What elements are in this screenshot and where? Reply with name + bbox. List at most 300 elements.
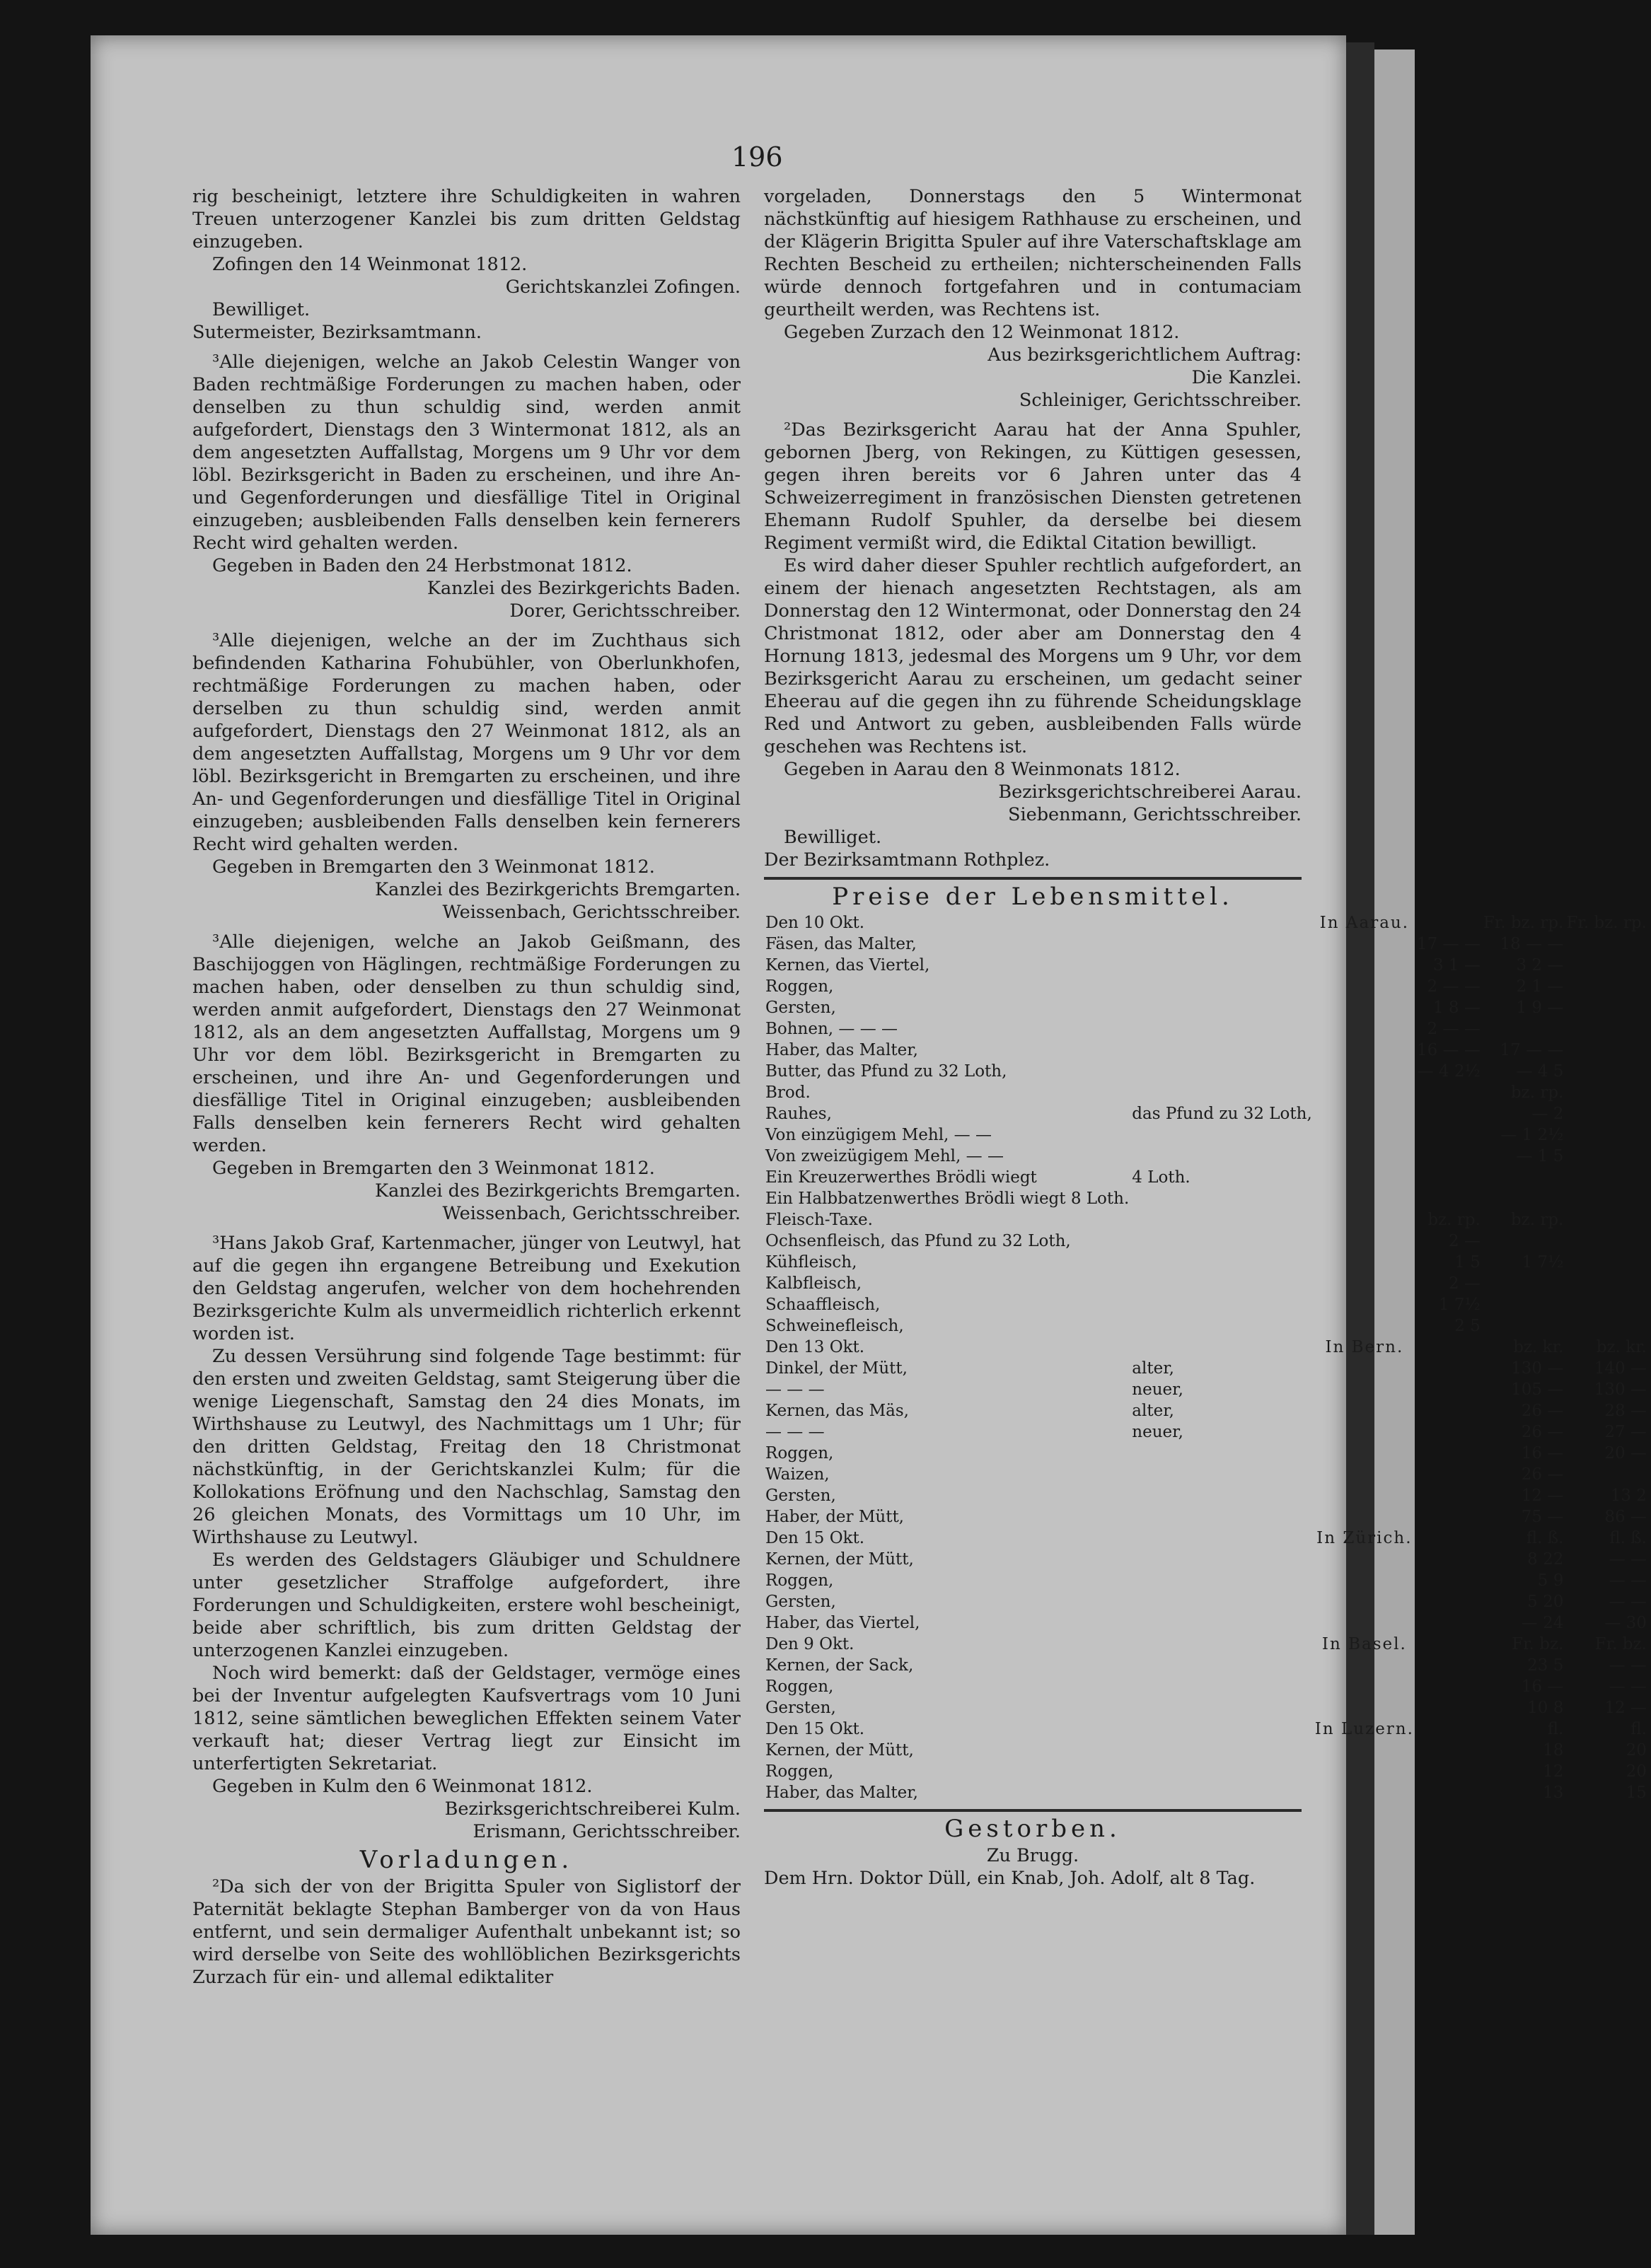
price-cell: 26 — <box>1521 1402 1564 1420</box>
price-table-row <box>764 1273 1651 1294</box>
notice-text: Es werden des Geldstagers Gläubiger und Schuldnere unter gesetzlicher Straffolge aufgefordert, ihre Forderungen und Schuldigkeiten, erstere wohl bescheinigt, beide aber schriftlich, bis zum dritten Geldstag der unterzogenen Kanzlei einzugeben. <box>192 1549 741 1661</box>
notice-signature: Aus bezirksgerichtlichem Auftrag: <box>987 344 1302 366</box>
price-cell: 18 — — <box>1500 935 1564 953</box>
price-table-row <box>764 1676 1651 1697</box>
price-cell <box>1415 1528 1482 1549</box>
price-cell: 2 — <box>1448 1274 1481 1293</box>
price-cell: bz. rp. <box>1427 1211 1481 1229</box>
price-table-row <box>764 1591 1651 1612</box>
price-cell <box>1415 1719 1482 1740</box>
price-cell <box>1565 1082 1648 1103</box>
notice-signature: Kanzlei des Bezirkgerichts Bremgarten. <box>375 1180 741 1202</box>
price-cell <box>1565 1061 1648 1082</box>
price-cell: — 30 <box>1604 1614 1647 1632</box>
price-cell: 17 — — <box>1416 935 1481 953</box>
price-cell <box>1130 1146 1314 1167</box>
price-cell: Haber, das Viertel, <box>765 1614 920 1632</box>
price-cell: Gersten, <box>765 1593 836 1611</box>
price-cell: 13 <box>1543 1784 1564 1802</box>
price-cell: alter, <box>1132 1402 1174 1420</box>
price-table-row <box>764 1231 1651 1252</box>
approval: Bewilliget. <box>784 827 882 848</box>
price-cell: 5 9 <box>1537 1571 1564 1590</box>
price-cell <box>1130 1549 1314 1570</box>
price-cell: 16 — <box>1521 1444 1564 1462</box>
death-place: Zu Brugg. <box>986 1845 1079 1866</box>
price-cell <box>1415 1379 1482 1400</box>
price-table-header-row <box>764 1634 1651 1655</box>
price-cell: 12 <box>1543 1762 1564 1781</box>
price-cell <box>1314 1676 1415 1697</box>
price-cell: bz. rp. <box>1510 1211 1564 1229</box>
price-cell <box>1415 1464 1482 1485</box>
price-cell <box>1130 1634 1314 1655</box>
price-cell <box>1314 1443 1415 1464</box>
price-cell <box>1314 1782 1415 1803</box>
price-cell: neuer, <box>1132 1423 1183 1441</box>
price-cell <box>1482 1315 1565 1337</box>
price-cell: Gersten, <box>765 1699 836 1717</box>
price-cell: 3 2 — <box>1516 956 1564 975</box>
price-cell <box>1314 1485 1415 1506</box>
price-cell <box>1415 1506 1482 1528</box>
price-cell <box>1314 955 1415 976</box>
price-cell <box>1314 1231 1415 1252</box>
price-cell: Waizen, <box>765 1465 830 1484</box>
price-cell <box>1565 997 1648 1018</box>
price-cell: Den 10 Okt. <box>765 914 865 932</box>
price-cell <box>1130 1570 1314 1591</box>
notice-text: ³Hans Jakob Graf, Kartenmacher, jünger von Leutwyl, hat auf die gegen ihn ergangene Betreibung und Exekution den Geldstag angerufen, welcher von dem hochehrenden Bezirksgerichte Kulm als unvermeidlich richterlich erkennt worden ist. <box>192 1233 741 1344</box>
price-cell <box>1415 1485 1482 1506</box>
price-cell: — — — <box>765 1380 825 1399</box>
price-cell <box>1415 1337 1482 1358</box>
price-cell <box>1130 912 1314 934</box>
left-column <box>192 185 741 1989</box>
notice-text: ²Da sich der von der Brigitta Spuler von Siglistorf der Paternität beklagte Stephan Bamberger von da von Haus entfernt, und sein dermaliger Aufenthalt unbekannt ist; so wird derselbe von Seite des wohllöblichen Bezirksgerichts Zurzach für ein- und allemal ediktaliter <box>192 1876 741 1988</box>
price-cell <box>1130 1485 1314 1506</box>
price-cell: 130 — <box>1594 1380 1647 1399</box>
price-cell <box>1415 1400 1482 1421</box>
notice-signature: Weissenbach, Gerichtsschreiber. <box>442 902 741 923</box>
price-table-row <box>764 934 1651 955</box>
price-cell: Fr. bz. rp. <box>1483 914 1564 932</box>
price-cell <box>1482 1273 1565 1294</box>
price-cell: 2 — — <box>1427 977 1481 996</box>
price-table-header-row <box>764 912 1651 934</box>
price-table-row <box>764 997 1651 1018</box>
price-table-header-row <box>764 1337 1651 1358</box>
price-cell <box>1130 1273 1314 1294</box>
price-cell: — 1 5 <box>1516 1147 1564 1165</box>
price-cell: 16 — — <box>1416 1041 1481 1059</box>
price-cell: 12 — <box>1604 1699 1647 1717</box>
notice-text: ³Alle diejenigen, welche an Jakob Geißmann, des Baschijoggen von Häglingen, rechtmäßige Forderungen zu machen haben, oder denselben zu thun schuldig sind, werden anmit aufgefordert, Dienstags den 27 Weinmonat 1812, als an dem angesetzten Auffallstag, Morgens um 9 Uhr vor dem löbl. Bezirksgericht in Bremgarten zu erscheinen, und ihre An- und Gegenforderungen und diesfällige Titel in Original einzugeben; ausbleibenden Falls denselben kein fernerers Recht wird gehalten werden. <box>192 931 741 1156</box>
price-table-row <box>764 1697 1651 1719</box>
price-cell <box>1314 1358 1415 1379</box>
price-cell <box>1130 955 1314 976</box>
price-cell <box>1314 1400 1415 1421</box>
price-table-row <box>764 1443 1651 1464</box>
price-cell <box>1565 934 1648 955</box>
price-cell <box>1130 1612 1314 1634</box>
price-cell: Roggen, <box>765 977 834 996</box>
price-cell <box>1314 1655 1415 1676</box>
price-cell <box>1648 1464 1651 1485</box>
price-cell: 17 — — <box>1500 1041 1564 1059</box>
notice-text: Es wird daher dieser Spuhler rechtlich aufgefordert, an einem der hienach angesetzten Rechtstagen, als am Donnerstag den 12 Wintermonat, oder Donnerstag den 24 Christmonat 1812, oder aber am Donnerstag den 4 Hornung 1813, jedesmal des Morgens um 9 Uhr, vor dem Bezirksgericht Aarau zu erscheinen, um gedacht seiner Eheerau auf die gegen ihn zu führende Scheidungsklage Red und Antwort zu geben, ausbleibenden Falls würde geschehen was Rechtens ist. <box>764 555 1302 757</box>
price-cell <box>1482 1167 1565 1188</box>
price-table-row <box>764 1188 1651 1209</box>
price-cell: 1 8 — <box>1432 999 1481 1017</box>
death-notice: Dem Hrn. Doktor Düll, ein Knab, Joh. Adolf, alt 8 Tag. <box>764 1868 1256 1889</box>
price-cell <box>1314 1146 1415 1167</box>
price-cell <box>1130 1591 1314 1612</box>
price-cell: Schaaffleisch, <box>765 1296 881 1314</box>
price-cell: Kernen, der Sack, <box>765 1656 914 1675</box>
price-cell: Den 13 Okt. <box>765 1338 865 1356</box>
price-cell: Bohnen, — — — <box>765 1020 898 1038</box>
price-cell: — 1 2½ <box>1500 1126 1564 1144</box>
price-cell <box>1314 1761 1415 1782</box>
notice-text: rig bescheinigt, letztere ihre Schuldigkeiten in wahren Treuen unterzogener Kanzlei bis zum dritten Geldstag einzugeben. <box>192 186 741 252</box>
price-cell <box>1314 1464 1415 1485</box>
notice-signature: Dorer, Gerichtsschreiber. <box>509 600 741 622</box>
price-cell: fl. ß. <box>1526 1529 1564 1547</box>
price-cell <box>1565 955 1648 976</box>
price-cell <box>1565 1146 1648 1167</box>
price-cell <box>1415 1740 1482 1761</box>
price-cell: 27 — <box>1604 1423 1647 1441</box>
price-cell <box>1415 1421 1482 1443</box>
price-table-header-row <box>764 1528 1651 1549</box>
price-cell <box>1130 1782 1314 1803</box>
price-cell: — — <box>1609 1677 1647 1696</box>
price-cell <box>1565 1124 1648 1146</box>
price-cell <box>1314 1570 1415 1591</box>
price-cell <box>1565 1209 1648 1231</box>
price-cell <box>1482 1188 1565 1209</box>
price-cell: Von einzügigem Mehl, — — <box>765 1126 992 1144</box>
price-table-row <box>764 1506 1651 1528</box>
price-cell: Kühfleisch, <box>765 1253 857 1272</box>
price-cell: 86 — <box>1604 1508 1647 1526</box>
price-cell: In Bern. <box>1325 1338 1404 1356</box>
notice-text: vorgeladen, Donnerstags den 5 Wintermonat nächstkünftig auf hiesigem Rathhause zu erscheinen, und der Klägerin Brigitta Spuler auf ihre Vaterschaftsklage am Rechten Bescheid zu ertheilen; nichterscheinenden Falls würde dennoch fortgefahren und in contumaciam geurtheilt werden, was Rechtens ist. <box>764 186 1302 320</box>
notice-signature: Kanzlei des Bezirkgerichts Bremgarten. <box>375 879 741 900</box>
notice-signature: Weissenbach, Gerichtsschreiber. <box>442 1203 741 1224</box>
price-cell: 13 2 <box>1610 1487 1647 1505</box>
price-cell <box>1314 1209 1415 1231</box>
price-cell: In Basel. <box>1321 1635 1407 1653</box>
price-table-row <box>764 955 1651 976</box>
price-cell <box>1314 1103 1415 1124</box>
notice-signature: Siebenmann, Gerichtsschreiber. <box>1008 804 1302 825</box>
price-table-header-row <box>764 1209 1651 1231</box>
price-cell: 8 22 <box>1527 1550 1564 1569</box>
price-cell <box>1130 1443 1314 1464</box>
price-cell <box>1415 1697 1482 1719</box>
price-cell <box>1415 1634 1482 1655</box>
price-table-row <box>764 1400 1651 1421</box>
price-cell <box>1415 1082 1482 1103</box>
notice-date: Gegeben Zurzach den 12 Weinmonat 1812. <box>784 322 1180 343</box>
price-table-row <box>764 1124 1651 1146</box>
price-cell: Gersten, <box>765 999 836 1017</box>
price-cell: fl. ß. <box>1609 1529 1647 1547</box>
price-cell: Kernen, der Mütt, <box>765 1550 914 1569</box>
price-cell <box>1130 1061 1314 1082</box>
price-cell <box>1415 1570 1482 1591</box>
price-cell: 4 Loth. <box>1132 1168 1191 1187</box>
price-cell: — — <box>1609 1593 1647 1611</box>
price-cell <box>1482 1294 1565 1315</box>
price-cell <box>1565 1018 1648 1040</box>
price-table-row <box>764 1018 1651 1040</box>
price-table-row <box>764 1421 1651 1443</box>
price-cell <box>1415 1188 1482 1209</box>
price-cell: Den 15 Okt. <box>765 1720 865 1738</box>
price-cell: das Pfund zu 32 Loth, <box>1132 1105 1312 1123</box>
price-cell <box>1565 1294 1648 1315</box>
price-cell: 20 <box>1626 1762 1647 1781</box>
price-cell: Roggen, <box>765 1677 834 1696</box>
price-cell <box>1415 1443 1482 1464</box>
price-table-row <box>764 1040 1651 1061</box>
price-cell <box>1415 1612 1482 1634</box>
price-cell: Roggen, <box>765 1762 834 1781</box>
price-cell <box>1314 1188 1415 1209</box>
price-cell <box>1415 1676 1482 1697</box>
price-cell: Rauhes, <box>765 1105 832 1123</box>
price-cell: — — <box>1609 1656 1647 1675</box>
notice-text: ³Alle diejenigen, welche an Jakob Celestin Wanger von Baden rechtmäßige Forderungen zu machen haben, oder denselben zu thun schuldig sind, werden anmit aufgefordert, Dienstags den 3 Wintermonat 1812, als an dem angesetzten Auffallstag, Morgens um 9 Uhr vor dem löbl. Bezirksgericht in Baden zu erscheinen, und ihre An- und Gegenforderungen und diesfällige Titel in Original einzugeben; ausbleibenden Falls denselben kein fernerers Recht wird gehalten werden. <box>192 351 741 554</box>
price-cell <box>1314 1273 1415 1294</box>
price-cell <box>1130 1209 1314 1231</box>
price-cell <box>1482 1231 1565 1252</box>
price-cell <box>1565 1273 1648 1294</box>
price-table-header-row <box>764 1719 1651 1740</box>
price-cell <box>1130 1018 1314 1040</box>
price-cell <box>1130 1315 1314 1337</box>
price-cell <box>1415 1549 1482 1570</box>
price-cell: — 2 <box>1531 1105 1564 1123</box>
price-cell: Fleisch-Taxe. <box>765 1211 873 1229</box>
price-table-row <box>764 1379 1651 1400</box>
notice-signature: Kanzlei des Bezirkgerichts Baden. <box>427 578 741 599</box>
price-cell <box>1130 1655 1314 1676</box>
price-cell <box>1565 1315 1648 1337</box>
notice-signature: Schleiniger, Gerichtsschreiber. <box>1019 390 1302 411</box>
price-cell: Dinkel, der Mütt, <box>765 1359 908 1378</box>
price-table-row <box>764 1146 1651 1167</box>
price-cell: 140 — <box>1594 1359 1647 1378</box>
price-cell: 1 7½ <box>1438 1296 1481 1314</box>
price-table <box>764 912 1651 1803</box>
price-cell: Kernen, das Mäs, <box>765 1402 909 1420</box>
approval: Bewilliget. <box>212 299 311 320</box>
price-cell <box>1130 976 1314 997</box>
price-cell <box>1314 997 1415 1018</box>
price-cell <box>1130 1464 1314 1485</box>
price-cell <box>1415 1591 1482 1612</box>
notice-date: Zofingen den 14 Weinmonat 1812. <box>212 254 528 275</box>
right-column <box>764 185 1647 1890</box>
price-cell <box>1314 1612 1415 1634</box>
price-cell: Haber, der Mütt, <box>765 1508 904 1526</box>
price-cell <box>1314 1018 1415 1040</box>
price-cell: Butter, das Pfund zu 32 Loth, <box>765 1062 1007 1081</box>
price-cell: Kalbfleisch, <box>765 1274 862 1293</box>
price-cell: 105 — <box>1511 1380 1564 1399</box>
notice-signature: Die Kanzlei. <box>1191 367 1302 388</box>
price-cell: — — <box>1609 1571 1647 1590</box>
price-table-row <box>764 1103 1651 1124</box>
price-cell <box>1565 1167 1648 1188</box>
price-table-row <box>764 1061 1651 1082</box>
price-cell: Gersten, <box>765 1487 836 1505</box>
notice-text: Zu dessen Versührung sind folgende Tage bestimmt: für den ersten und zweiten Geldstag, samt Steigerung über die wenige Liegenschaft, Samstag den 24 dies Monats, im Wirthshause zu Leutwyl, des Nachmittags um 1 Uhr; für den dritten Geldstag, Freitag den 18 Christmonat nächstkünftig, in der Gerichtskanzlei Kulm; für die Kollokations Eröfnung und den Nachschlag, Samstag den 26 gleichen Monats, des Vormittags um 10 Uhr, im Wirthshause zu Leutwyl. <box>192 1346 741 1548</box>
notice-date: Gegeben in Baden den 24 Herbstmonat 1812. <box>212 555 632 576</box>
price-table-row <box>764 1612 1651 1634</box>
notice-signature: Erismann, Gerichtsschreiber. <box>473 1821 741 1842</box>
price-cell: bz. kr. <box>1513 1338 1564 1356</box>
notice-date: Gegeben in Kulm den 6 Weinmonat 1812. <box>212 1776 593 1797</box>
section-heading-prices: Preise der Lebensmittel. <box>832 883 1234 911</box>
price-cell: 12 — <box>1521 1487 1564 1505</box>
price-cell: neuer, <box>1132 1380 1183 1399</box>
price-cell <box>1314 1124 1415 1146</box>
price-cell: 20 <box>1626 1741 1647 1760</box>
price-cell <box>1565 1188 1648 1209</box>
price-table-row <box>764 1485 1651 1506</box>
price-cell <box>1415 1124 1482 1146</box>
price-cell: Ein Kreuzerwerthes Brödli wiegt <box>765 1168 1037 1187</box>
price-cell <box>1565 1464 1648 1485</box>
price-cell <box>1565 1231 1648 1252</box>
price-cell <box>1415 1655 1482 1676</box>
price-cell <box>1130 1040 1314 1061</box>
price-cell: 15 <box>1626 1784 1647 1802</box>
notice-date: Gegeben in Bremgarten den 3 Weinmonat 1812. <box>212 856 655 878</box>
price-table-row <box>764 1358 1651 1379</box>
price-cell: 2 5 <box>1454 1317 1481 1335</box>
price-cell <box>1314 1040 1415 1061</box>
price-cell: In Luzern. <box>1314 1720 1414 1738</box>
price-cell <box>1130 1676 1314 1697</box>
price-cell: 26 — <box>1521 1465 1564 1484</box>
price-cell <box>1565 1103 1648 1124</box>
price-cell <box>1415 1146 1482 1167</box>
price-table-row <box>764 1167 1651 1188</box>
price-cell: 2 1 — <box>1516 977 1564 996</box>
price-cell: Roggen, <box>765 1571 834 1590</box>
price-cell: bz. rp. <box>1510 1083 1564 1102</box>
price-cell: 20 — <box>1604 1444 1647 1462</box>
price-cell <box>1314 1549 1415 1570</box>
price-cell: — — <box>1609 1550 1647 1569</box>
price-cell: 75 — <box>1521 1508 1564 1526</box>
price-cell <box>1314 1252 1415 1273</box>
price-cell: alter, <box>1132 1359 1174 1378</box>
price-cell: Den 9 Okt. <box>765 1635 855 1653</box>
section-heading-gestorben: Gestorben. <box>944 1815 1121 1843</box>
price-cell: 2 — — <box>1427 1020 1481 1038</box>
notice-signature: Bezirksgerichtschreiberei Aarau. <box>998 781 1302 803</box>
price-cell: bz. kr. <box>1596 1338 1647 1356</box>
price-cell: 1 5 <box>1454 1253 1481 1272</box>
price-cell <box>1130 1082 1314 1103</box>
price-cell <box>1314 1421 1415 1443</box>
price-cell <box>1415 912 1482 934</box>
price-cell: Ein Halbbatzenwerthes Brödli wiegt 8 Loth. <box>765 1190 1130 1208</box>
price-cell <box>1130 1697 1314 1719</box>
price-cell <box>1565 976 1648 997</box>
price-cell: fl. <box>1630 1720 1647 1738</box>
price-cell <box>1130 1252 1314 1273</box>
price-table-row <box>764 1464 1651 1485</box>
price-cell <box>1314 1697 1415 1719</box>
price-cell: — — — <box>765 1423 825 1441</box>
price-cell <box>1130 934 1314 955</box>
price-table-row <box>764 1315 1651 1337</box>
price-cell <box>1314 1315 1415 1337</box>
price-cell: Haber, das Malter, <box>765 1041 918 1059</box>
price-cell: Roggen, <box>765 1444 834 1462</box>
price-cell <box>1130 1337 1314 1358</box>
price-cell: — 24 <box>1521 1614 1564 1632</box>
price-cell: 1 9 — <box>1516 999 1564 1017</box>
approval-signature: Sutermeister, Bezirksamtmann. <box>192 322 482 343</box>
price-cell: Brod. <box>765 1083 811 1102</box>
notice-text: ³Alle diejenigen, welche an der im Zuchthaus sich befindenden Katharina Fohubühler, von Oberlunkhofen, rechtmäßige Forderungen zu machen haben, oder derselben zu thun schuldig sind, werden anmit aufgefordert, Dienstags den 27 Weinmonat 1812, als an dem angesetzten Auffallstag, Morgens um 9 Uhr vor dem löbl. Bezirksgericht in Bremgarten zu erscheinen, und ihre An- und Gegenforderungen und diesfällige Titel in Original einzugeben; ausbleibenden Falls denselben kein fernerers Recht wird gehalten werden. <box>192 630 741 855</box>
price-cell: 23 5 <box>1527 1656 1564 1675</box>
price-table-row <box>764 1761 1651 1782</box>
price-cell <box>1415 1761 1482 1782</box>
price-cell <box>1415 1782 1482 1803</box>
notice-text: ²Das Bezirksgericht Aarau hat der Anna Spuhler, gebornen Jberg, von Rekingen, zu Küttigen gesessen, gegen ihren bereits vor 6 Jahren unter das 4 Schweizerregiment in französischen Diensten getretenen Ehemann Rudolf Spuhler, da derselbe bei diesem Regiment vermißt wird, die Ediktal Citation bewilligt. <box>764 419 1302 554</box>
price-cell: 3 1 — <box>1432 956 1481 975</box>
price-cell: Kernen, das Viertel, <box>765 956 930 975</box>
price-cell <box>1130 1188 1314 1209</box>
price-cell <box>1130 1761 1314 1782</box>
price-table-header-row <box>764 1082 1651 1103</box>
price-cell: 18 <box>1543 1741 1564 1760</box>
price-cell <box>1314 1082 1415 1103</box>
price-cell: Haber, das Malter, <box>765 1784 918 1802</box>
notice-text: Noch wird bemerkt: daß der Geldstager, vermöge eines bei der Inventur aufgelegten Kaufsvertrags vom 10 Juni 1812, seine sämtlichen beweglichen Effekten seinem Vater verkauft hat; dieser Vertrag liegt zur Einsicht im unterfertigten Sekretariat. <box>192 1663 741 1774</box>
price-cell: Den 15 Okt. <box>765 1529 865 1547</box>
price-cell <box>1130 1528 1314 1549</box>
section-rule <box>764 877 1302 880</box>
price-cell: — 4 5 <box>1516 1062 1564 1081</box>
price-cell: In Zürich. <box>1316 1529 1413 1547</box>
price-table-row <box>764 1294 1651 1315</box>
section-rule <box>764 1809 1302 1812</box>
notice-signature: Gerichtskanzlei Zofingen. <box>505 277 741 298</box>
price-cell: 28 — <box>1604 1402 1647 1420</box>
price-cell <box>1565 1252 1648 1273</box>
price-cell: 2 — <box>1448 1232 1481 1250</box>
price-cell: fl. <box>1547 1720 1564 1738</box>
price-cell: In Aarau. <box>1319 914 1410 932</box>
price-cell <box>1130 1506 1314 1528</box>
price-cell: Fr. bz. rp. <box>1566 914 1647 932</box>
price-cell <box>1130 1719 1314 1740</box>
price-cell: Fr. bz. <box>1594 1635 1647 1653</box>
price-cell: 16 — <box>1521 1677 1564 1696</box>
price-cell: Fr. bz. <box>1512 1635 1564 1653</box>
